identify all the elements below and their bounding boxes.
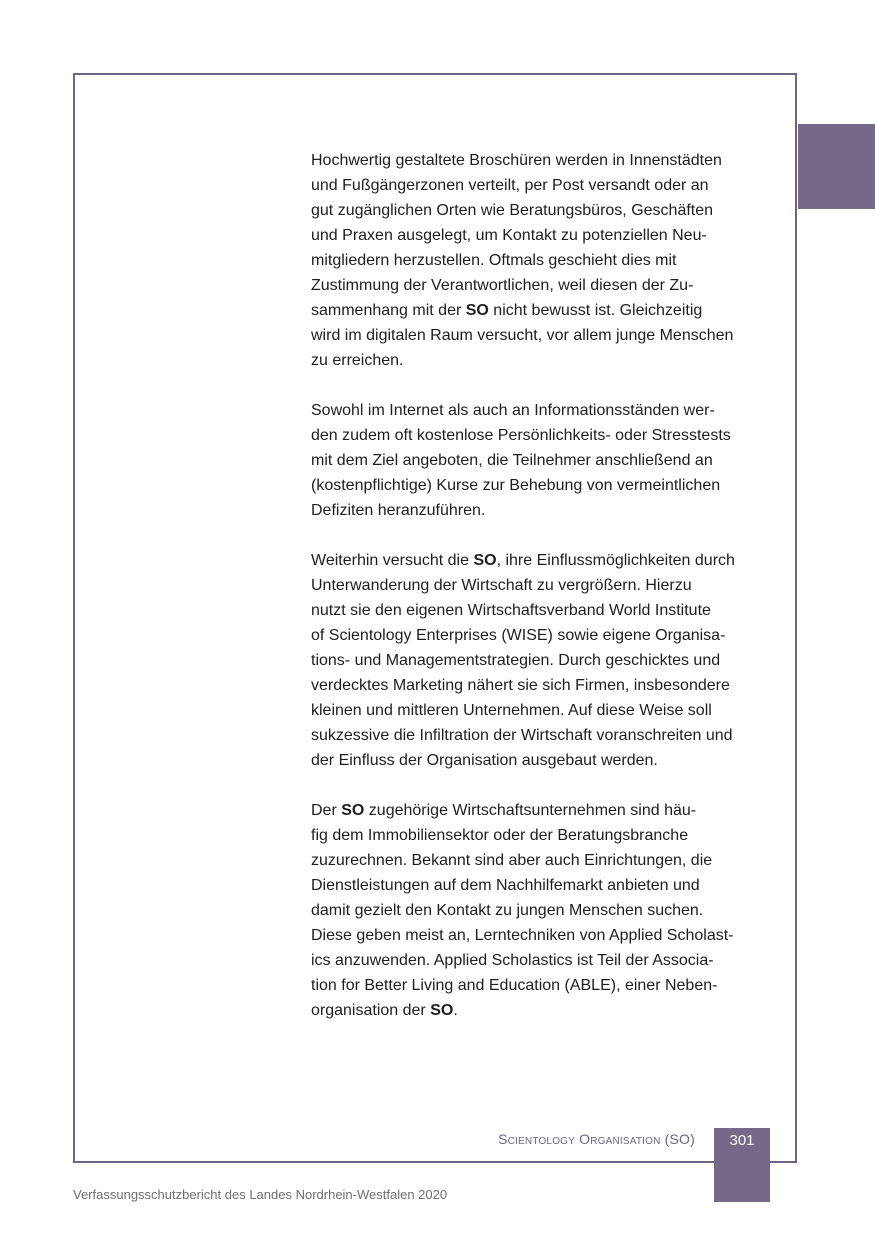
- page-number-box: [714, 1128, 770, 1202]
- text-line: [311, 848, 781, 873]
- text-run: Weiterhin versucht die: [311, 552, 474, 569]
- body-paragraph: [311, 548, 781, 773]
- text-run: wird im digitalen Raum versucht, vor allem junge Menschen: [311, 327, 734, 344]
- text-run: Zustimmung der Verantwortlichen, weil diesen der Zu-: [311, 277, 694, 294]
- text-line: [311, 248, 781, 273]
- text-run: gut zugänglichen Orten wie Beratungsbüros, Geschäften: [311, 202, 714, 219]
- abbreviation-bold: SO: [341, 802, 365, 819]
- text-line: [311, 323, 781, 348]
- text-line: [311, 198, 781, 223]
- text-line: [311, 573, 781, 598]
- text-line: [311, 598, 781, 623]
- body-paragraph: [311, 398, 781, 523]
- text-run: mit dem Ziel angeboten, die Teilnehmer anschließend an: [311, 452, 713, 469]
- text-line: [311, 498, 781, 523]
- text-run: Der: [311, 802, 342, 819]
- text-line: [311, 423, 781, 448]
- text-run: Unterwanderung der Wirtschaft zu vergrößern. Hierzu: [311, 577, 692, 594]
- running-head: Scientology Organisation (SO): [498, 1131, 695, 1147]
- text-run: kleinen und mittleren Unternehmen. Auf diese Weise soll: [311, 702, 712, 719]
- text-run: sammenhang mit der: [311, 302, 466, 319]
- text-run: nutzt sie den eigenen Wirtschaftsverband World Institute: [311, 602, 711, 619]
- text-line: [311, 823, 781, 848]
- text-run: zugehörige Wirtschaftsunternehmen sind häu-: [364, 802, 697, 819]
- abbreviation-bold: SO: [430, 1002, 454, 1019]
- text-line: [311, 273, 781, 298]
- text-line: [311, 398, 781, 423]
- text-line: [311, 723, 781, 748]
- text-run: Sowohl im Internet als auch an Informationsständen wer-: [311, 402, 715, 419]
- text-line: [311, 223, 781, 248]
- text-run: fig dem Immobiliensektor oder der Beratungsbranche: [311, 827, 689, 844]
- text-line: [311, 348, 781, 373]
- text-line: [311, 998, 781, 1023]
- text-run: Defiziten heranzuführen.: [311, 502, 486, 519]
- text-line: [311, 298, 781, 323]
- text-line: [311, 973, 781, 998]
- text-run: (kostenpflichtige) Kurse zur Behebung von vermeintlichen: [311, 477, 721, 494]
- text-run: und Praxen ausgelegt, um Kontakt zu potenziellen Neu-: [311, 227, 707, 244]
- footer-publication-title: Verfassungsschutzbericht des Landes Nordrhein-Westfalen 2020: [73, 1187, 448, 1202]
- text-run: den zudem oft kostenlose Persönlichkeits- oder Stresstests: [311, 427, 731, 444]
- body-paragraph: [311, 148, 781, 373]
- text-line: [311, 798, 781, 823]
- text-line: [311, 173, 781, 198]
- text-line: [311, 648, 781, 673]
- text-line: [311, 623, 781, 648]
- text-line: [311, 473, 781, 498]
- text-run: ics anzuwenden. Applied Scholastics ist Teil der Associa-: [311, 952, 714, 969]
- text-line: [311, 548, 781, 573]
- text-run: damit gezielt den Kontakt zu jungen Menschen suchen.: [311, 902, 704, 919]
- text-run: organisation der: [311, 1002, 431, 1019]
- text-line: [311, 923, 781, 948]
- text-run: sukzessive die Infiltration der Wirtschaft voranschreiten und: [311, 727, 733, 744]
- text-run: .: [453, 1002, 458, 1019]
- text-line: [311, 898, 781, 923]
- text-line: [311, 448, 781, 473]
- text-run: tions- und Managementstrategien. Durch geschicktes und: [311, 652, 721, 669]
- text-run: zu erreichen.: [311, 352, 404, 369]
- body-paragraph: [311, 798, 781, 1023]
- chapter-tab-marker: [798, 124, 875, 209]
- text-run: tion for Better Living and Education (ABLE), einer Neben-: [311, 977, 718, 994]
- abbreviation-bold: SO: [473, 552, 497, 569]
- abbreviation-bold: SO: [465, 302, 489, 319]
- text-run: Dienstleistungen auf dem Nachhilfemarkt anbieten und: [311, 877, 700, 894]
- text-run: mitgliedern herzustellen. Oftmals geschieht dies mit: [311, 252, 677, 269]
- text-line: [311, 948, 781, 973]
- text-run: verdecktes Marketing nähert sie sich Firmen, insbesondere: [311, 677, 730, 694]
- text-line: [311, 148, 781, 173]
- text-run: , ihre Einflussmöglichkeiten durch: [496, 552, 735, 569]
- text-run: of Scientology Enterprises (WISE) sowie eigene Organisa-: [311, 627, 726, 644]
- text-run: und Fußgängerzonen verteilt, per Post versandt oder an: [311, 177, 709, 194]
- text-line: [311, 673, 781, 698]
- text-line: [311, 873, 781, 898]
- text-run: nicht bewusst ist. Gleichzeitig: [488, 302, 703, 319]
- text-run: zuzurechnen. Bekannt sind aber auch Einrichtungen, die: [311, 852, 713, 869]
- text-run: der Einfluss der Organisation ausgebaut werden.: [311, 752, 658, 769]
- text-line: [311, 698, 781, 723]
- text-run: Diese geben meist an, Lerntechniken von Applied Scholast-: [311, 927, 734, 944]
- text-run: Hochwertig gestaltete Broschüren werden in Innenstädten: [311, 152, 722, 169]
- body-text: [311, 148, 781, 1048]
- text-line: [311, 748, 781, 773]
- page-number: 301: [729, 1132, 755, 1149]
